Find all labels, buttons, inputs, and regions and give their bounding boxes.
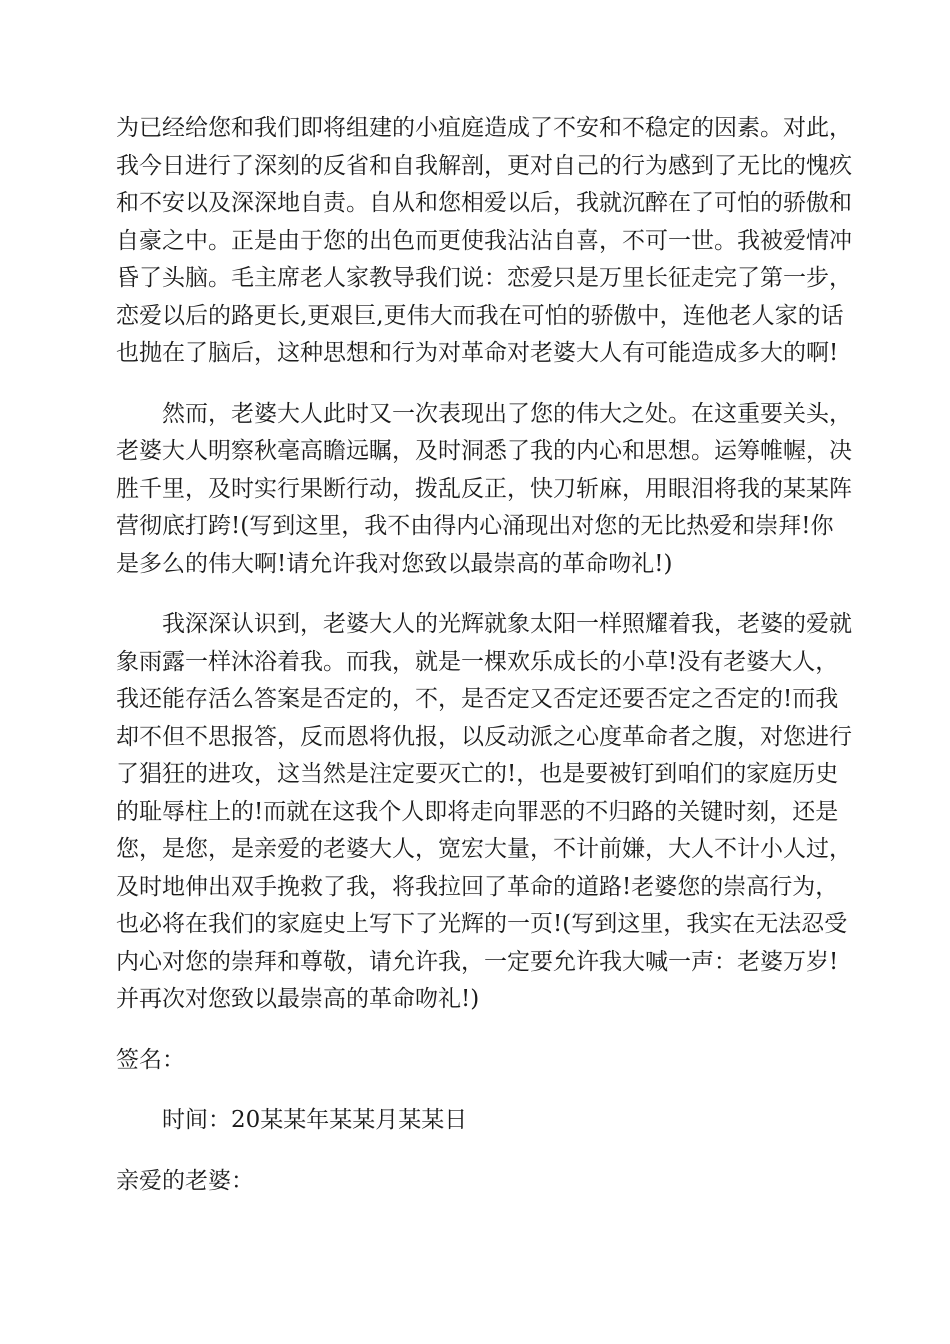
text-line: 老婆大人明察秋毫高瞻远瞩，及时洞悉了我的内心和思想。运筹帷幄，决: [116, 438, 852, 464]
paragraph-1: [116, 110, 852, 373]
text-line: 昏了头脑。毛主席老人家教导我们说：恋爱只是万里长征走完了第一步，: [116, 265, 852, 291]
paragraph-2: [116, 396, 852, 584]
text-line: 并再次对您致以最崇高的革命吻礼!): [116, 986, 480, 1012]
text-line: 营彻底打跨!(写到这里，我不由得内心涌现出对您的无比热爱和崇拜!你: [116, 513, 834, 539]
document-body: [116, 110, 852, 1223]
text-line: 的耻辱柱上的!而就在这我个人即将走向罪恶的不归路的关键时刻，还是: [116, 798, 839, 825]
text-line: 也必将在我们的家庭史上写下了光辉的一页!(写到这里，我实在无法忍受: [116, 911, 848, 937]
text-line: 然而，老婆大人此时又一次表现出了您的伟大之处。在这重要关头，: [162, 400, 852, 427]
text-line: 及时地伸出双手挽救了我，将我拉回了革命的道路!老婆您的崇高行为，: [116, 873, 839, 900]
text-line: 内心对您的崇拜和尊敬，请允许我，一定要允许我大喊一声：老婆万岁!: [116, 948, 839, 975]
text-line: 胜千里，及时实行果断行动，拨乱反正，快刀斩麻，用眼泪将我的某某阵: [116, 475, 852, 502]
date-line: 时间：20某某年某某月某某日: [162, 1107, 468, 1133]
paragraph-3: [116, 606, 852, 1019]
text-line: 是多么的伟大啊!请允许我对您致以最崇高的革命吻礼!): [116, 550, 673, 577]
text-line: 恋爱以后的路更长,更艰巨,更伟大而我在可怕的骄傲中，连他老人家的话: [116, 302, 844, 329]
signature-label: 签名：: [116, 1046, 185, 1073]
text-line: 我深深认识到，老婆大人的光辉就象太阳一样照耀着我，老婆的爱就: [162, 611, 852, 637]
text-line: 和不安以及深深地自责。自从和您相爱以后，我就沉醉在了可怕的骄傲和: [116, 190, 852, 216]
text-line: 我今日进行了深刻的反省和自我解剖，更对自己的行为感到了无比的愧疚: [116, 152, 852, 179]
text-line: 了猖狂的进攻，这当然是注定要灭亡的!，也是要被钉到咱们的家庭历史: [116, 761, 839, 787]
text-line: 我还能存活么答案是否定的，不，是否定又否定还要否定之否定的!而我: [116, 686, 839, 712]
text-line: 您，是您，是亲爱的老婆大人，宽宏大量，不计前嫌，大人不计小人过，: [116, 836, 852, 862]
text-line: 却不但不思报答，反而恩将仇报，以反动派之心度革命者之腹，对您进行: [116, 723, 852, 750]
text-line: 为已经给您和我们即将组建的小疽庭造成了不安和不稳定的因素。对此，: [116, 115, 852, 141]
text-line: 也抛在了脑后，这种思想和行为对革命对老婆大人有可能造成多大的啊!: [116, 340, 839, 366]
text-line: 象雨露一样沐浴着我。而我，就是一棵欢乐成长的小草!没有老婆大人，: [116, 648, 839, 675]
text-line: 自豪之中。正是由于您的出色而更使我沾沾自喜，不可一世。我被爱情冲: [116, 227, 852, 254]
salutation: 亲爱的老婆：: [116, 1167, 254, 1194]
